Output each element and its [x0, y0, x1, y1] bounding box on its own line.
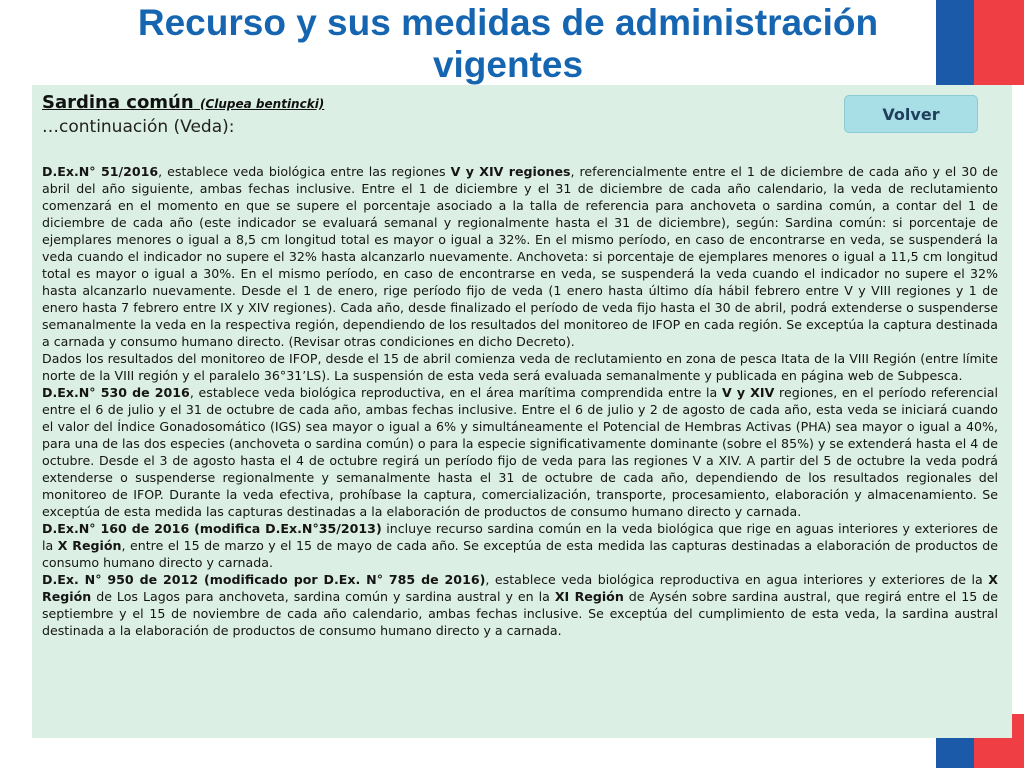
text-run: , establece veda biológica reproductiva, en el área marítima comprendida entre la — [189, 385, 723, 400]
paragraph-decree-160-2016 — [42, 520, 998, 571]
bold-run: XI Región — [554, 589, 624, 604]
content-panel — [32, 85, 1012, 738]
bold-run: D.Ex.N° 160 de 2016 (modifica D.Ex.N°35/2013) — [42, 521, 382, 536]
bold-run: V y XIV regiones — [450, 164, 571, 179]
section-subtitle: …continuación (Veda): — [42, 117, 235, 137]
regulation-text — [42, 163, 998, 639]
text-run: de Los Lagos para anchoveta, sardina común y sardina austral y en la — [91, 589, 555, 604]
scientific-name: (Clupea bentincki) — [199, 97, 325, 111]
paragraph-decree-530-2016 — [42, 384, 998, 520]
paragraph-ifop-monitoring — [42, 350, 998, 384]
bold-run: D.Ex.N° 51/2016 — [42, 164, 159, 179]
text-run: Dados los resultados del monitoreo de IFOP, desde el 15 de abril comienza veda de reclutamiento en zona de pesca Itata de la VIII Región (entre límite norte de la VIII región y el paralelo 36°31’LS). La suspensión de esta veda será evaluada semanalmente y publicada en página web de Subpesca. — [42, 351, 998, 383]
text-run: , establece veda biológica reproductiva en agua interiores y exteriores de la — [485, 572, 989, 587]
bold-run: D.Ex. N° 950 de 2012 (modificado por D.Ex. N° 785 de 2016) — [42, 572, 486, 587]
back-button[interactable]: Volver — [844, 95, 978, 133]
text-run: , referencialmente entre el 1 de diciembre de cada año y el 30 de abril del año siguiente, ambas fechas inclusive. Entre el 1 de diciembre y el 31 de diciembre de cada año calendario, la veda de reclutamiento comenzará en el momento en que se supere el porcentaje asociado a la talla de referencia para anchoveta o sardina común, a contar del 1 de diciembre de cada año (este indicador se evaluará semanal y regionalmente hasta el 31 de diciembre), según: Sardina común: si porcentaje de ejemplares menores o igual a 8,5 cm longitud total es mayor o igual a 32%. En el mismo período, en caso de encontrarse en veda, se suspenderá la veda cuando el indicador no supere el 32% hasta alcanzarlo nuevamente. Anchoveta: si porcentaje de ejemplares menores o igual a 11,5 cm longitud total es mayor o igual a 30%. En el mismo período, en caso de encontrarse en veda, se suspenderá la veda cuando el indicador no supere el 32% hasta alcanzarlo nuevamente. Desde el 1 de enero, rige período fijo de veda (1 enero hasta último día hábil febrero entre V y VIII regiones y 1 de enero hasta 7 febrero entre IX y XIV regiones). Cada año, desde finalizado el período de veda fijo hasta el 30 de abril, podrá extenderse o suspenderse semanalmente la veda en la respectiva región, dependiendo de los resultados del monitoreo de IFOP en cada región. Se exceptúa la captura destinada a carnada y consumo humano directo. (Revisar otras condiciones en dicho Decreto). — [42, 164, 998, 349]
paragraph-decree-51-2016 — [42, 163, 998, 350]
species-heading — [42, 92, 324, 115]
slide-title: Recurso y sus medidas de administración vigentes — [137, 2, 879, 85]
bold-run: X Región — [57, 538, 122, 553]
bold-run: V y XIV — [722, 385, 775, 400]
text-run: , entre el 15 de marzo y el 15 de mayo de cada año. Se exceptúa de esta medida las capturas destinadas a elaboración de productos de consumo humano directo y carnada. — [42, 538, 998, 570]
text-run: de Aysén sobre sardina austral, que regirá entre el 15 de septiembre y el 15 de noviembre de cada año calendario, ambas fechas inclusive. Se exceptúa del cumplimiento de esta veda, la sardina austral destinada a la elaboración de productos de consumo humano directo y a carnada. — [42, 589, 999, 638]
bold-run: X Región — [42, 572, 998, 604]
bold-run: D.Ex.N° 530 de 2016 — [42, 385, 190, 400]
paragraph-decree-950-2012 — [42, 571, 998, 639]
text-run: regiones, en el período referencial entre el 6 de julio y el 31 de octubre de cada año, ambas fechas inclusive. Entre el 6 de julio y 2 de agosto de cada año, esta veda se iniciará cuando el valor del Índice Gonadosomático (IGS) sea mayor o igual a 6% y simultáneamente el Potencial de Hembras Activas (PHA) sea mayor o igual a 40%, para una de las dos especies (anchoveta o sardina común) o para la especie significativamente dominante (sobre el 85%) y se extenderá hasta el 4 de octubre. Desde el 3 de agosto hasta el 4 de octubre regirá un período fijo de veda para las regiones V a XIV. A partir del 5 de octubre la veda podrá extenderse o suspenderse regionalmente y semanalmente hasta el 31 de octubre de cada año, dependiendo de los resultados regionales del monitoreo de IFOP. Durante la veda efectiva, prohíbase la captura, comercialización, transporte, procesamiento, elaboración y almacenamiento. Se exceptúa de esta medida las capturas destinadas a la elaboración de productos de consumo humano directo y carnada. — [42, 385, 998, 519]
text-run: , establece veda biológica entre las regiones — [158, 164, 451, 179]
text-run: incluye recurso sardina común en la veda biológica que rige en aguas interiores y exteriores de la — [42, 521, 998, 553]
species-name: Sardina común — [42, 92, 194, 113]
